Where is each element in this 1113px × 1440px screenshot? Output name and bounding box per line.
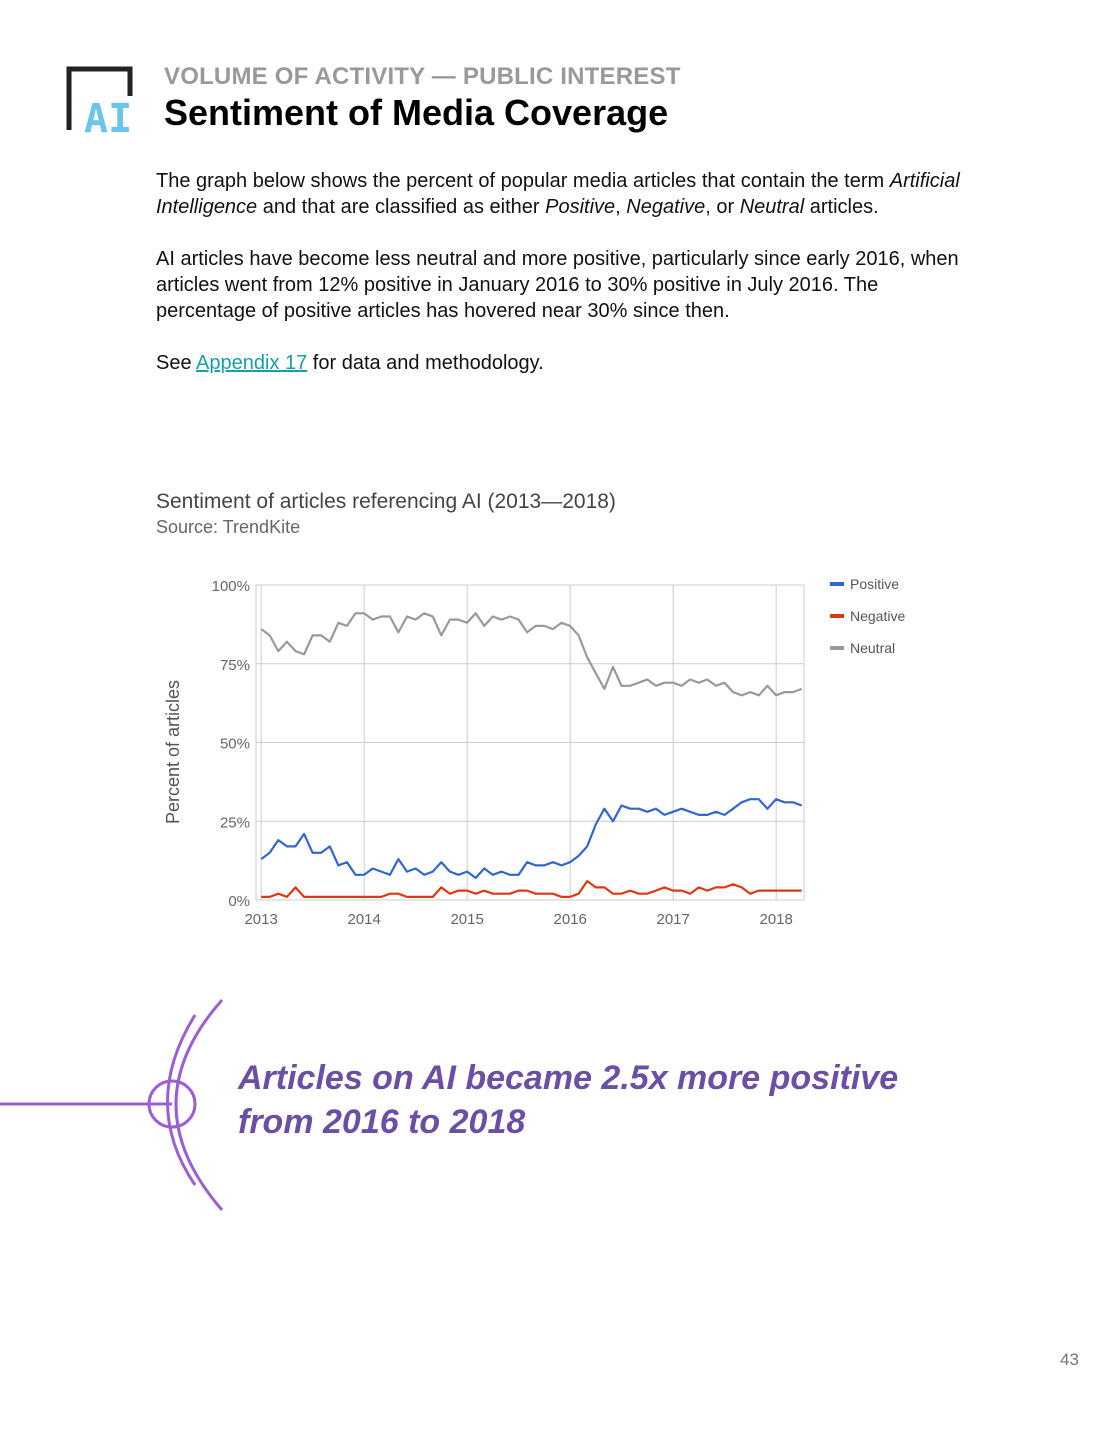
legend-swatch-positive (830, 582, 844, 586)
ai-index-logo (66, 66, 146, 136)
legend-label-negative: Negative (850, 608, 906, 624)
callout-ornament (0, 995, 240, 1215)
x-tick-label: 2015 (450, 911, 484, 928)
legend-swatch-neutral (830, 646, 844, 650)
series-line-neutral (261, 613, 802, 695)
x-tick-label: 2017 (656, 911, 690, 928)
x-tick-label: 2018 (759, 911, 793, 928)
x-tick-label: 2014 (347, 911, 381, 928)
y-tick-label: 0% (228, 893, 250, 910)
y-axis-ticks (212, 578, 250, 910)
page-title: Sentiment of Media Coverage (164, 92, 669, 133)
x-tick-label: 2016 (553, 911, 587, 928)
legend-label-neutral: Neutral (850, 640, 896, 656)
series-line-negative (261, 881, 802, 897)
chart-title: Sentiment of articles referencing AI (2013—2018) (156, 490, 616, 513)
svg-text:AI: AI (84, 96, 133, 136)
y-axis-label: Percent of articles (163, 679, 183, 825)
series-line-positive (261, 799, 802, 878)
y-tick-label: 25% (219, 814, 250, 832)
y-tick-label: 50% (219, 735, 250, 753)
intro-paragraph-2: AI articles have become less neutral and more positive, particularly since early 2016, when articles went from 12% positive in January 2016 to 30% positive in July 2016. The percentage of positive articles has hovered near 30% since then. (156, 248, 959, 322)
chart-series (261, 613, 802, 897)
sentiment-line-chart (150, 560, 950, 945)
appendix-link[interactable]: Appendix 17 (196, 352, 308, 374)
chart-source: Source: TrendKite (156, 517, 301, 537)
intro-text (156, 168, 966, 402)
chart-legend (830, 576, 905, 656)
intro-paragraph-3: See Appendix 17 for data and methodology. (156, 352, 544, 374)
y-tick-label: 75% (219, 656, 250, 674)
callout-text: Articles on AI became 2.5x more positive from 2016 to 2018 (238, 1059, 899, 1141)
section-label: VOLUME OF ACTIVITY — PUBLIC INTEREST (164, 63, 681, 90)
y-tick-label: 100% (211, 578, 250, 595)
x-tick-label: 2013 (244, 911, 278, 928)
chart-grid (256, 585, 804, 900)
page-number: 43 (1060, 1350, 1079, 1369)
legend-label-positive: Positive (850, 576, 900, 592)
intro-paragraph-1: The graph below shows the percent of popular media articles that contain the term Artificial Intelligence and that are classified as either Positive, Negative, or Neutral articles. (156, 170, 960, 218)
x-axis-ticks (244, 911, 792, 928)
legend-swatch-negative (830, 614, 844, 618)
